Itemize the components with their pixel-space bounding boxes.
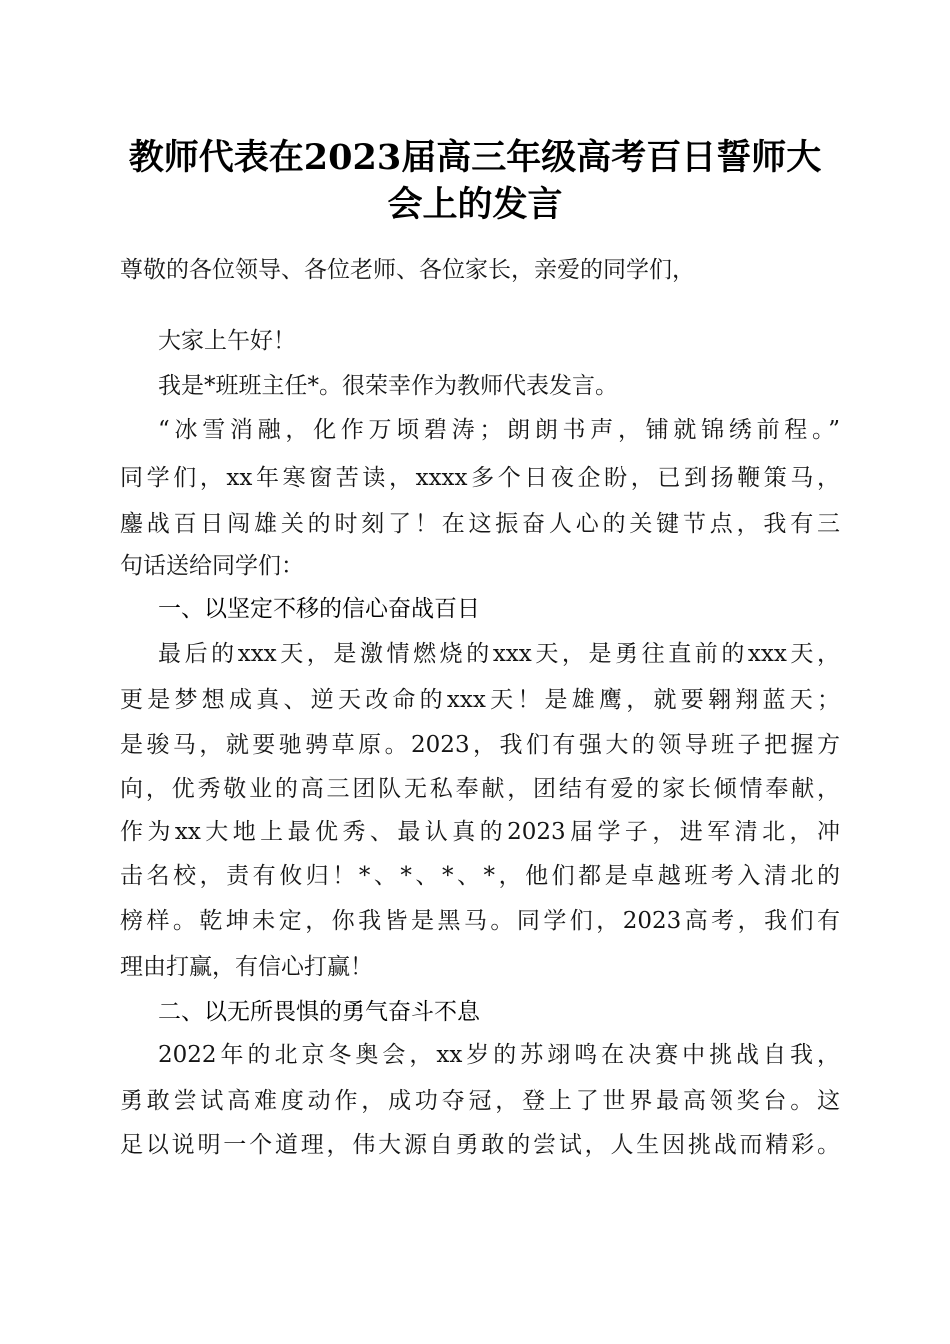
document-title-line-2: 会上的发言: [387, 184, 563, 225]
paragraph-line: 是骏马，就要驰骋草原。2023，我们有强大的领导班子把握方: [120, 732, 840, 758]
section-heading-1: 一、以坚定不移的信心奋战百日: [158, 596, 480, 622]
paragraph-line: 作为xx大地上最优秀、最认真的2023届学子，进军清北，冲: [120, 819, 840, 845]
document-title-line-1: 教师代表在2023届高三年级高考百日誓师大: [128, 137, 822, 178]
paragraph-line: 理由打赢，有信心打赢！: [120, 954, 373, 980]
section-heading-2: 二、以无所畏惧的勇气奋斗不息: [158, 999, 480, 1025]
paragraph-line: 勇敢尝试高难度动作，成功夺冠，登上了世界最高领奖台。这: [120, 1088, 840, 1114]
paragraph-line: “冰雪消融，化作万顷碧涛；朗朗书声，铺就锦绣前程。”: [158, 417, 840, 443]
paragraph-line: 击名校，责有攸归！*、*、*、*，他们都是卓越班考入清北的: [120, 863, 840, 889]
paragraph-line: 句话送给同学们：: [120, 553, 304, 579]
paragraph-line: 同学们，xx年寒窗苦读，xxxx多个日夜企盼，已到扬鞭策马，: [120, 465, 840, 491]
greeting: 大家上午好！: [158, 328, 296, 354]
paragraph-line: 鏖战百日闯雄关的时刻了！在这振奋人心的关键节点，我有三: [120, 511, 840, 537]
paragraph-line: 2022年的北京冬奥会，xx岁的苏翊鸣在决赛中挑战自我，: [158, 1042, 840, 1068]
salutation: 尊敬的各位领导、各位老师、各位家长，亲爱的同学们，: [120, 257, 695, 283]
paragraph-line: 向，优秀敬业的高三团队无私奉献，团结有爱的家长倾情奉献，: [120, 776, 840, 802]
paragraph-line: 足以说明一个道理，伟大源自勇敢的尝试，人生因挑战而精彩。: [120, 1132, 840, 1158]
intro-paragraph: 我是*班班主任*。很荣幸作为教师代表发言。: [158, 373, 618, 399]
paragraph-line: 最后的xxx天，是激情燃烧的xxx天，是勇往直前的xxx天，: [158, 641, 840, 667]
paragraph-line: 更是梦想成真、逆天改命的xxx天！是雄鹰，就要翱翔蓝天；: [120, 687, 840, 713]
paragraph-line: 榜样。乾坤未定，你我皆是黑马。同学们，2023高考，我们有: [120, 908, 840, 934]
